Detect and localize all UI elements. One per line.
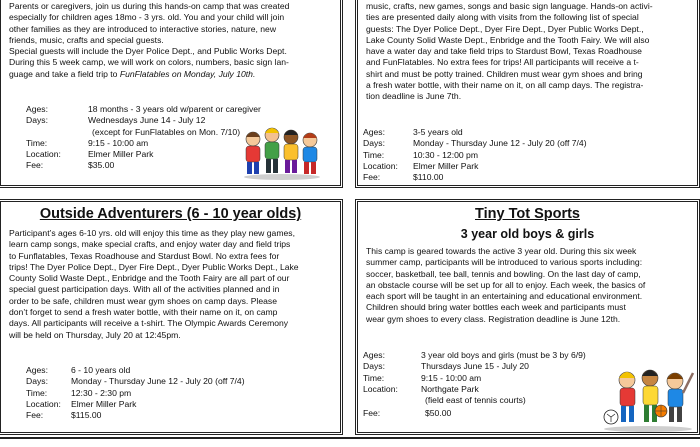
time-label: Time: [26, 137, 48, 148]
description-line: to Funflatables, Texas Roadhouse and Stardust Bowl. No extra fees for [9, 250, 280, 261]
tiny-tot-sports-box [355, 199, 700, 435]
days-label: Days: [363, 138, 385, 149]
days-value: Monday - Thursday June 12 - July 20 (off 7/4) [413, 138, 587, 149]
section-title: Outside Adventurers (6 - 10 year olds) [39, 206, 302, 222]
time-label: Time: [363, 149, 385, 160]
description-line: other families as they are introduced to interactive stories, nature, new [9, 23, 277, 34]
fee-value: $50.00 [425, 408, 452, 419]
days-label: Days: [363, 361, 385, 372]
fee-value: $115.00 [71, 410, 102, 421]
time-value: 12:30 - 2:30 pm [71, 387, 132, 398]
location-label: Location: [26, 149, 61, 160]
description-line: an obstacle course will be set up for all to enjoy. Each week, the basics of [366, 279, 646, 290]
fee-value: $35.00 [88, 160, 115, 171]
time-label: Time: [363, 372, 385, 383]
description-line: shirt and must be potty trained. Children must wear gym shoes and bring [366, 68, 643, 79]
children-group-clipart [241, 125, 323, 181]
ages-label: Ages: [363, 127, 385, 137]
location-label: Location: [363, 383, 398, 394]
description-line: This camp is geared towards the active 3 year old. During this six week [366, 246, 637, 256]
description-line: Special guests will include the Dyer Police Dept., and Public Works Dept. [9, 46, 287, 57]
description [1, 223, 340, 341]
camp-info [26, 365, 245, 421]
next-section-border [0, 437, 700, 447]
description-line [1, 69, 340, 80]
fee-label: Fee: [26, 160, 44, 171]
description-line: special guest participation days. With all of the activities planned and in [9, 284, 280, 295]
section-subtitle: 3 year old boys & girls [460, 227, 595, 241]
time-label: Time: [26, 387, 48, 398]
fee-label: Fee: [26, 410, 44, 421]
days-value: Wednesdays June 14 - July 12 [88, 115, 206, 126]
days-label: Days: [26, 376, 48, 387]
time-value: 9:15 - 10:00 am [421, 372, 482, 383]
ages-value: 18 months - 3 years old w/parent or caregiver [88, 104, 261, 114]
ages-label: Ages: [363, 350, 385, 360]
description-line: Participant’s ages 6-10 yrs. old will enjoy this time as they play new games, [9, 228, 295, 238]
fee-label: Fee: [363, 172, 381, 183]
days-label: Days: [26, 115, 48, 126]
parent-tot-camp-box [0, 0, 343, 188]
description [1, 0, 340, 80]
description-line: Lake County Solid Waste Dept., Enbridge and the Tooth Fairy. We will also [366, 34, 650, 45]
location-value: Elmer Miller Park [88, 149, 154, 160]
description [358, 246, 697, 325]
description-line: soccer, basketball, tee ball, tennis and bowling. On the last day of camp, [366, 268, 641, 279]
description-line: ties are presented daily along with visits from the following list of special [366, 12, 639, 23]
camp-info [363, 350, 586, 420]
description-text: guage and take a field trip to [9, 68, 120, 79]
preschool-camp-box [355, 0, 700, 188]
section-title: Tiny Tot Sports [475, 206, 580, 222]
description-line: and FunFlatables. No extra fees for trips! All participants will receive a t- [366, 57, 639, 68]
location-value: Northgate Park [421, 383, 479, 394]
description [358, 0, 697, 103]
time-value: 10:30 - 12:00 pm [413, 149, 478, 160]
description-line: each sport will be taught in an entertaining and educational environment. [366, 291, 643, 302]
outside-adventurers-box [0, 199, 343, 435]
ages-value: 3-5 years old [413, 127, 463, 137]
description-line: trips! The Dyer Police Dept., Dyer Fire Dept., Dyer Public Works Dept., Lake [9, 261, 299, 272]
description-line: During this 5 week camp, we will work on colors, numbers, basic sign lan- [9, 57, 289, 68]
days-value: Thursdays June 15 - July 20 [421, 361, 529, 372]
description-line: Parents or caregivers, join us during this hands-on camp that was created [9, 1, 290, 11]
description-line: especially for children ages 18mo - 3 yrs. old. You and your child will join [9, 12, 285, 23]
description-line: don’t forget to send a fresh water bottle, with their name on it, on camp [9, 307, 278, 318]
description-line: days. All participants will receive a t-shirt. The Olympic Awards Ceremony [9, 318, 289, 329]
ages-label: Ages: [26, 365, 48, 375]
camp-info [26, 104, 261, 172]
location-label: Location: [26, 398, 61, 409]
description-line: friends, music, crafts and special guests. [9, 34, 164, 45]
kids-sports-clipart [601, 365, 695, 433]
fee-value: $110.00 [413, 172, 444, 183]
ages-value: 3 year old boys and girls (must be 3 by 6/9) [421, 350, 586, 360]
description-line: have a water day and take field trips to Stardust Bowl, Texas Roadhouse [366, 46, 642, 57]
description-line: order to be safe, children must wear gym shoes on camp days. Please [9, 295, 277, 306]
camp-info [363, 127, 587, 183]
description-line: a fresh water bottle, with their name on it, on all camp days. The registra- [366, 80, 644, 91]
description-line: guests: The Dyer Police Dept., Dyer Fire Dept., Dyer Public Works Dept., [366, 23, 644, 34]
location-value: Elmer Miller Park [413, 160, 479, 171]
location-label: Location: [363, 160, 398, 171]
ages-label: Ages: [26, 104, 48, 114]
days-value: Monday - Thursday June 12 - July 20 (off 7/4) [71, 376, 245, 387]
time-value: 9:15 - 10:00 am [88, 137, 149, 148]
description-line: County Solid Waste Dept., Enbridge and the Tooth Fairy are all part of our [9, 273, 290, 284]
location-note: (field east of tennis courts) [425, 395, 526, 406]
description-line: Children should bring water bottles each week and participants must [366, 302, 626, 313]
description-line: will be held on Thursday, July 20 at 12:45pm. [9, 329, 181, 340]
location-value: Elmer Miller Park [71, 398, 137, 409]
description-line: summer camp, participants will be introduced to various sports including: [366, 257, 643, 268]
description-line: learn camp songs, make special crafts, and enjoy water day and field trips [9, 239, 291, 250]
days-note: (except for FunFlatables on Mon. 7/10) [92, 126, 241, 137]
description-line: wear gym shoes to every class. Registration deadline is June 12th. [366, 313, 621, 324]
ages-value: 6 - 10 years old [71, 365, 131, 375]
description-line: music, crafts, new games, songs and basic sign language. Hands-on activi- [366, 1, 653, 11]
description-line: tion deadline is June 7th. [366, 91, 462, 102]
fee-label: Fee: [363, 408, 381, 419]
field-trip-date: FunFlatables on Monday, July 10th. [119, 68, 256, 79]
